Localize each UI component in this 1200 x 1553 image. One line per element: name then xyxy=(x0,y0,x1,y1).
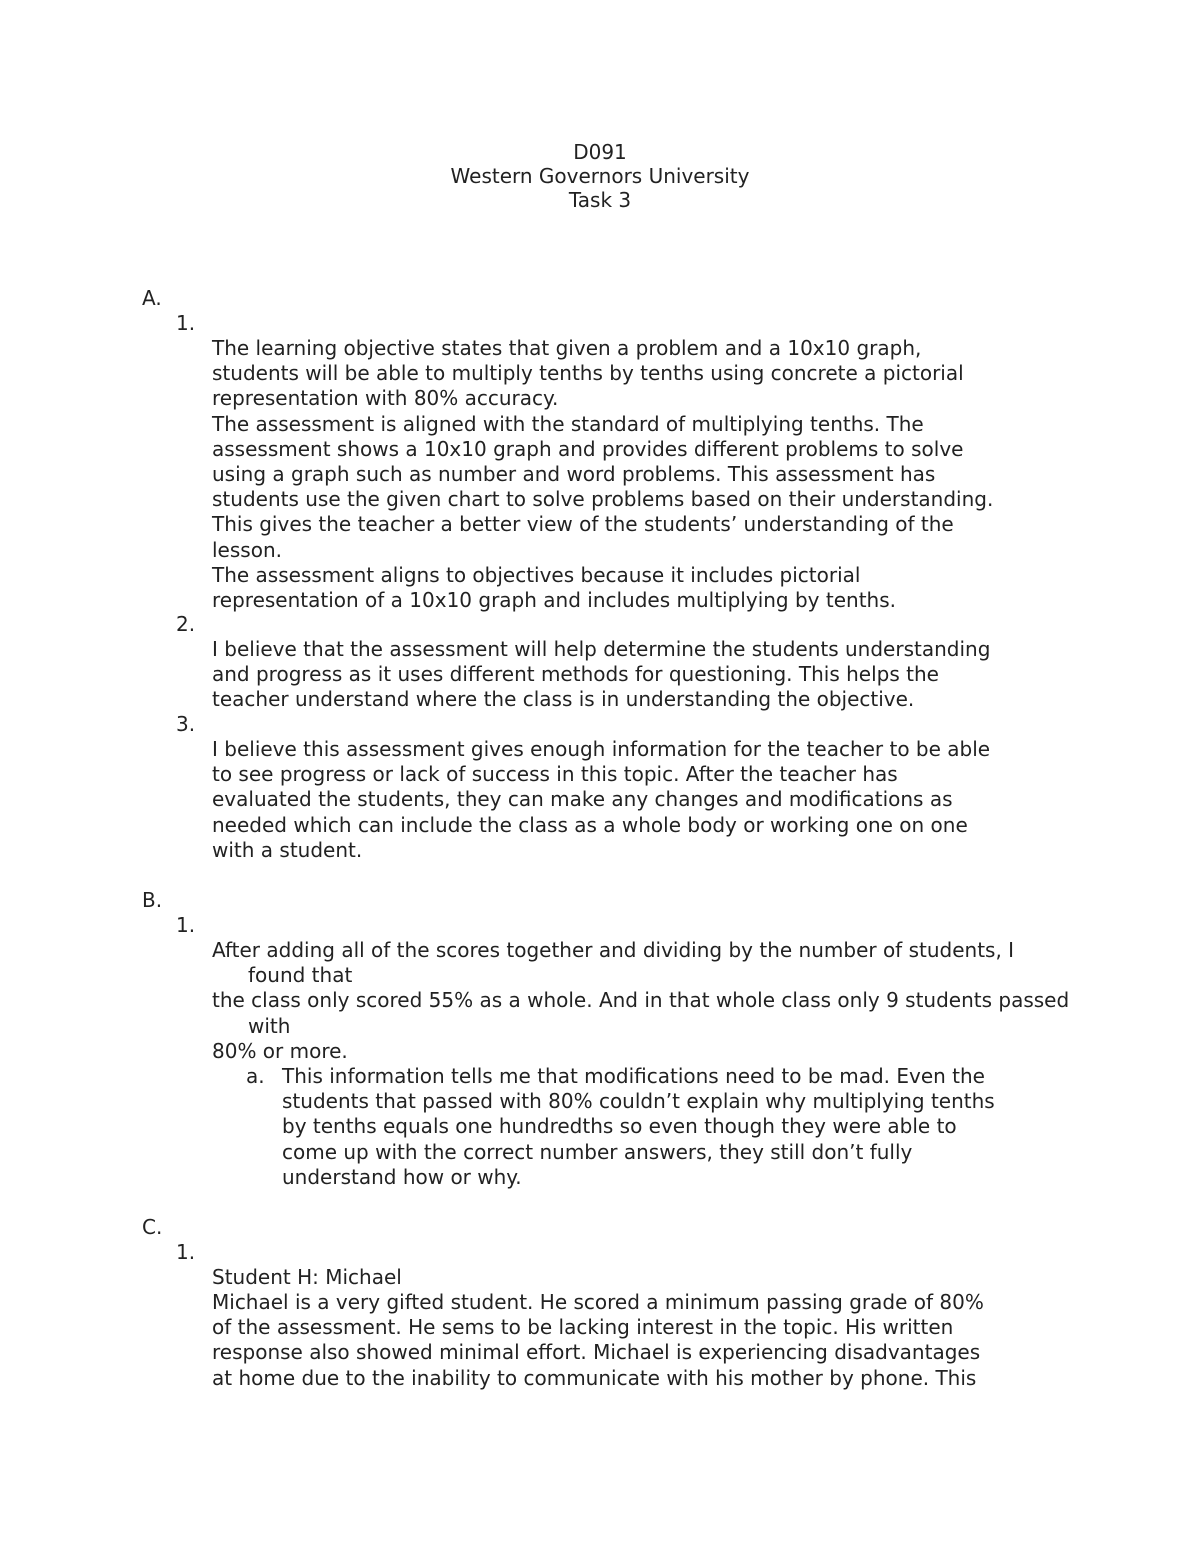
section-a-item3-number: 3. xyxy=(176,712,196,736)
section-a-item1-number: 1. xyxy=(176,311,196,335)
section-c-label: C. xyxy=(142,1215,163,1239)
section-b-label: B. xyxy=(142,888,163,912)
section-b-line-1: After adding all of the scores together and dividing by the number of students, I found that xyxy=(212,938,1015,988)
section-a-label: A. xyxy=(142,286,162,310)
section-c-item1-text: Michael is a very gifted student. He scored a minimum passing grade of 80% of the assessment. He sems to be lacking interest in the topic. His written response also showed minimal effort. Michael is experiencing disadvantages at home due to the inability to communicate with his mother by phone. This xyxy=(212,1290,984,1390)
section-c-student-heading: Student H: Michael xyxy=(212,1265,402,1289)
section-b-line-3: 80% or more. xyxy=(212,1038,348,1063)
document-header xyxy=(0,140,1200,212)
section-b-sub-a-text: This information tells me that modifications need to be mad. Even the students that passed with 80% couldn’t explain why multiplying tenths by tenths equals one hundredths so even though they were able to come up with the correct number answers, they still don’t fully understand how or why. xyxy=(282,1064,995,1189)
section-a-item3-text: I believe this assessment gives enough information for the teacher to be able to see progress or lack of success in this topic. After the teacher has evaluated the students, they can make any changes and modifications as needed which can include the class as a whole body or working one on one with a student. xyxy=(212,737,991,862)
section-a-item2-text: I believe that the assessment will help determine the students understanding and progress as it uses different methods for questioning. This helps the teacher understand where the class is in understanding the objective. xyxy=(212,637,991,712)
course-code: D091 xyxy=(573,140,627,164)
section-b-item1-body xyxy=(212,938,1072,1064)
section-c-item1-number: 1. xyxy=(176,1240,196,1264)
section-a-item2-number: 2. xyxy=(176,612,196,636)
section-b-line-2: the class only scored 55% as a whole. And in that whole class only 9 students passed with xyxy=(212,988,1070,1038)
section-a-item1-text: The learning objective states that given a problem and a 10x10 graph, students will be able to multiply tenths by tenths using concrete a pictorial representation with 80% accuracy. The assessment is aligned with the standard of multiplying tenths. The assessment shows a 10x10 graph and provides different problems to solve using a graph such as number and word problems. This assessment has students use the given chart to solve problems based on their understanding. This gives the teacher a better view of the students’ understanding of the lesson. The assessment aligns to objectives because it includes pictorial representation of a 10x10 graph and includes multiplying by tenths. xyxy=(212,336,994,613)
section-b-sub-a-label: a. xyxy=(246,1064,265,1088)
university-name: Western Governors University xyxy=(450,164,750,188)
section-b-item1-number: 1. xyxy=(176,913,196,937)
task-title: Task 3 xyxy=(568,188,632,212)
